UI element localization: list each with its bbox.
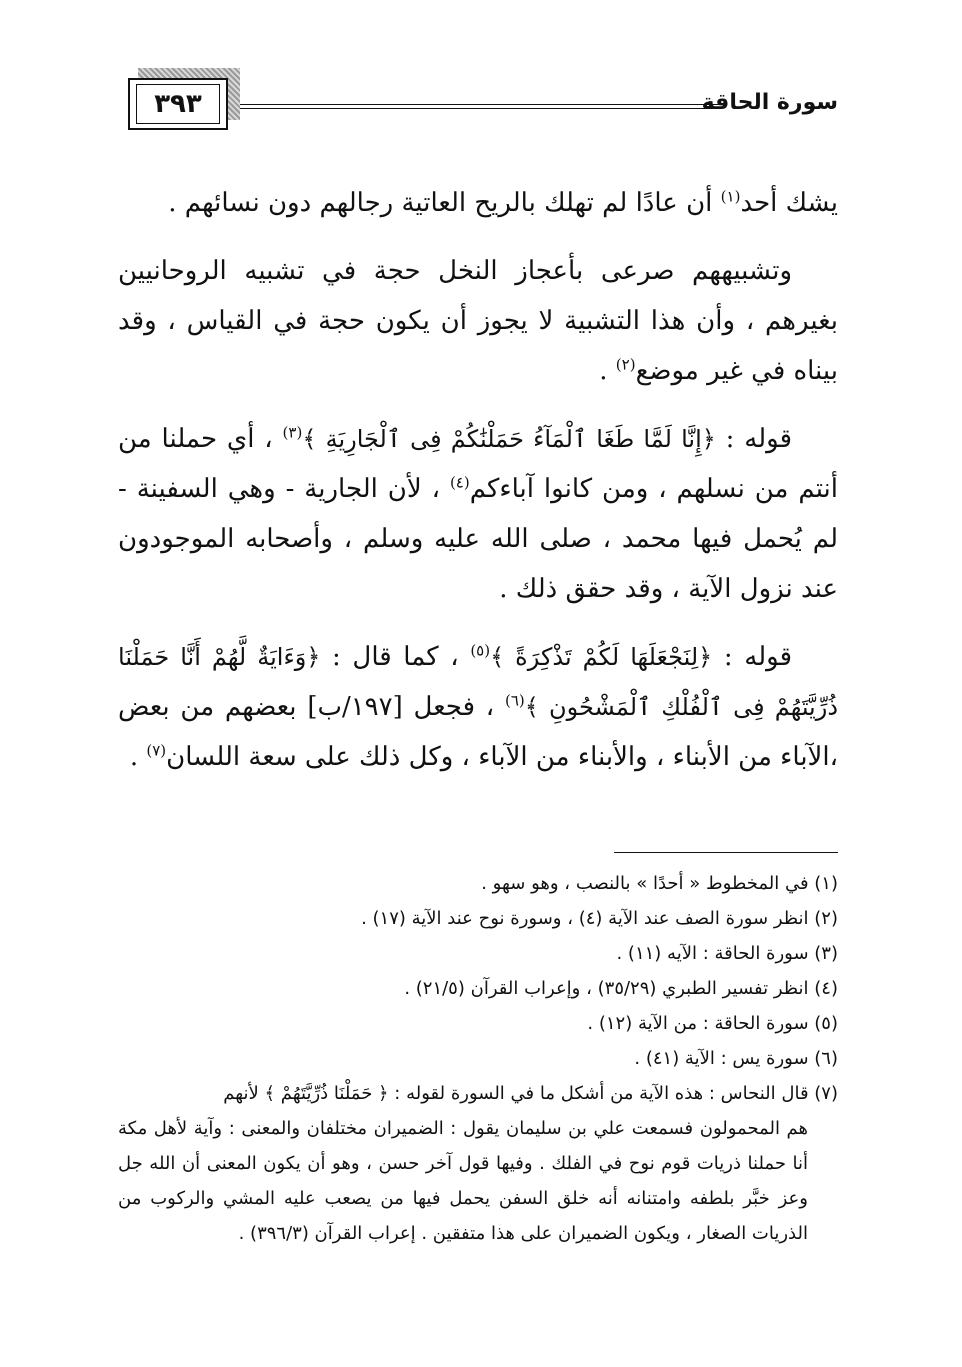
- paragraph-text: قوله :: [712, 642, 792, 672]
- footnote-ref: (٥): [470, 641, 491, 660]
- paragraph-text: قوله :: [715, 424, 792, 454]
- quran-verse: ﴿لِنَجْعَلَهَا لَكُمْ تَذْكِرَةً ﴾: [490, 643, 713, 671]
- page-header: [128, 68, 838, 138]
- paragraph-1: [118, 178, 838, 228]
- footnote-7-continuation: هم المحمولون فسمعت علي بن سليمان يقول : الضميران مختلفان والمعنى : وآية لأهل مكة أنا حملنا ذريات قوم نوح في الفلك . وفيها قول آخر حسن ، وهو أن يكون المعنى أن الله جل وعز خبَّر بلطفه وامتنانه أنه خلق السفن يحمل فيها من يصعب عليه المشي والركوب من الذريات الصغار ، ويكون الضميران على هذا متفقين . إعراب القرآن (٣٩٦/٣) .: [118, 1118, 808, 1244]
- paragraph-text: أن عادًا لم تهلك بالريح العاتية رجالهم دون نسائهم .: [168, 188, 721, 218]
- paragraph-text: .: [599, 356, 616, 386]
- footnote-ref: (٧): [146, 741, 167, 760]
- paragraph-text: .: [129, 742, 147, 772]
- footnote-separator: [614, 852, 838, 853]
- footnote-5: (٥) سورة الحاقة : من الآية (١٢) .: [587, 1013, 838, 1034]
- footnote-ref: (٦): [504, 691, 525, 710]
- footnotes: [118, 866, 838, 1251]
- paragraph-4: [118, 632, 838, 782]
- header-rule: [240, 104, 720, 105]
- paragraph-text: ، أي حملنا من أنتم من نسلهم ، ومن كانوا آباءكم: [118, 424, 839, 504]
- main-text: [118, 178, 838, 800]
- page-number: ٣٩٣: [136, 84, 220, 124]
- paragraph-text: ، كما قال :: [320, 642, 471, 672]
- footnote-4: (٤) انظر تفسير الطبري (٣٥/٢٩) ، وإعراب القرآن (٢١/٥) .: [404, 978, 838, 999]
- quran-verse: ﴿إِنَّا لَمَّا طَغَا ٱلْمَآءُ حَمَلْنَٰكُمْ فِى ٱلْجَارِيَةِ ﴾: [302, 425, 716, 453]
- footnote-6: (٦) سورة يس : الآية (٤١) .: [634, 1048, 838, 1069]
- footnote-7: (٧) قال النحاس : هذه الآية من أشكل ما في السورة لقوله : ﴿ حَمَلْنَا ذُرِّيَّتَهُمْ ﴾ لأنهم: [223, 1083, 838, 1104]
- paragraph-text: يشك أحد: [740, 188, 838, 218]
- page-number-box: [128, 78, 228, 130]
- footnote-2: (٢) انظر سورة الصف عند الآية (٤) ، وسورة نوح عند الآية (١٧) .: [361, 908, 838, 929]
- paragraph-3: [118, 414, 838, 614]
- footnote-1: (١) في المخطوط « أحدًا » بالنصب ، وهو سهو .: [481, 873, 838, 894]
- footnote-ref: (٤): [449, 473, 470, 492]
- header-rule-thin: [240, 108, 720, 109]
- footnote-ref: (١): [720, 187, 741, 206]
- paragraph-text: وتشبيههم صرعى بأعجاز النخل حجة في تشبيه الروحانيين بغيرهم ، وأن هذا التشبية لا يجوز أن يكون حجة في القياس ، وقد بيناه في غير موضع: [118, 256, 838, 386]
- paragraph-text: ، لأن الجارية - وهي السفينة - لم يُحمل فيها محمد ، صلى الله عليه وسلم ، وأصحابه الموجودون عند نزول الآية ، وقد حقق ذلك .: [118, 474, 838, 604]
- footnote-3: (٣) سورة الحاقة : الآيه (١١) .: [616, 943, 838, 964]
- quran-verse: ﴿وَءَايَةٌ لَّهُمْ أَنَّا حَمَلْنَا ذُرِّيَّتَهُمْ فِى ٱلْفُلْكِ ٱلْمَشْحُونِ ﴾: [118, 643, 839, 721]
- paragraph-2: [118, 246, 838, 396]
- running-title: سورة الحاقة: [701, 90, 838, 115]
- footnote-ref: (٣): [282, 423, 303, 442]
- paragraph-text: ، فجعل [١٩٧/ب] بعضهم من بعض ،الآباء من الأبناء ، والأبناء من الآباء ، وكل ذلك على سعة اللسان: [118, 692, 838, 772]
- footnote-ref: (٢): [615, 355, 636, 374]
